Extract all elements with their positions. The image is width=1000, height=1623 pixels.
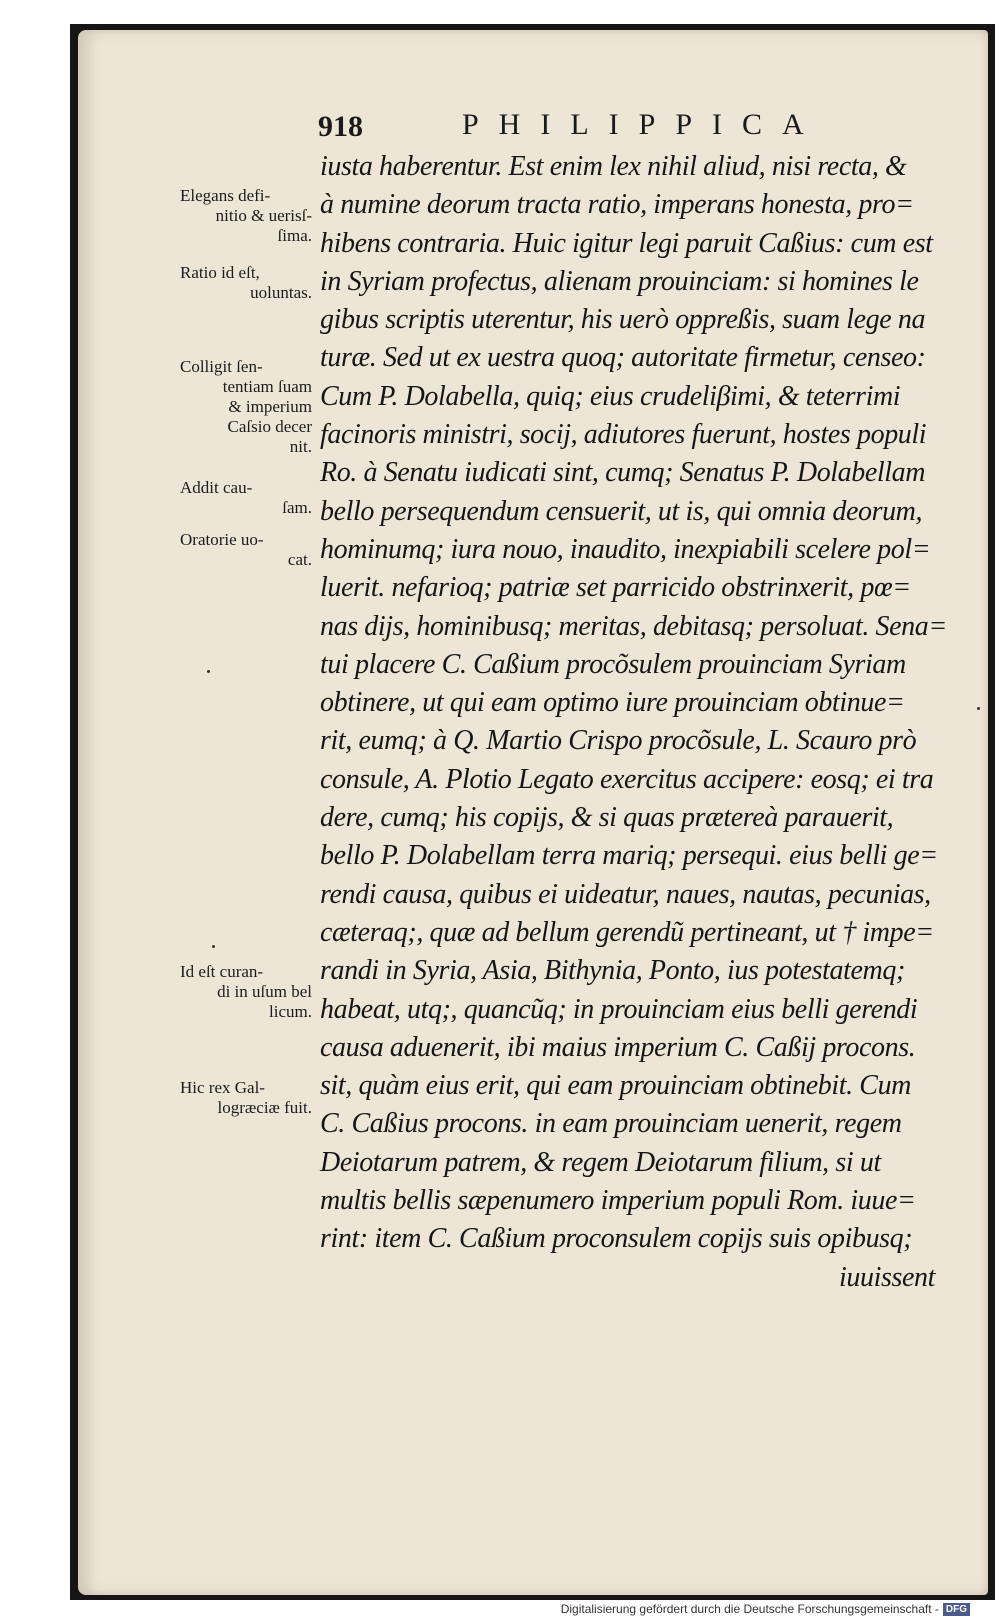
margin-note-line: Hic rex Gal- xyxy=(180,1078,265,1097)
ink-speck xyxy=(212,945,215,948)
margin-note-line: Colligit ſen- xyxy=(180,357,263,376)
page-number: 918 xyxy=(318,110,363,143)
margin-note-line: & imperium xyxy=(228,397,312,416)
margin-note-line: nitio & uerisſ- xyxy=(215,206,312,225)
margin-note-line: licum. xyxy=(269,1002,312,1021)
text-line: hominumq; iura nouo, inaudito, inexpiabili scelere pol= xyxy=(320,533,931,565)
margin-note-line: tentiam ſuam xyxy=(222,377,312,396)
text-line: habeat, utq;, quancũq; in prouinciam eius belli gerendi xyxy=(320,993,918,1025)
dfg-logo: DFG xyxy=(943,1603,970,1616)
text-line: turæ. Sed ut ex uestra quoq; autoritate firmetur, censeo: xyxy=(320,342,926,374)
text-line: bello P. Dolabellam terra mariq; persequi. eius belli ge= xyxy=(320,840,938,872)
margin-note xyxy=(180,962,312,1022)
text-line: in Syriam profectus, alienam prouinciam: si homines le xyxy=(320,265,919,297)
text-line: luerit. nefarioq; patriæ set parricido obstrinxerit, pœ= xyxy=(320,572,911,604)
margin-note xyxy=(180,357,312,457)
ink-speck xyxy=(977,707,980,710)
text-line: iusta haberentur. Est enim lex nihil aliud, nisi recta, & xyxy=(320,151,907,182)
text-line: Cum P. Dolabella, quiq; eius crudeliβimi, & teterrimi xyxy=(320,380,901,412)
margin-note-line: cat. xyxy=(287,550,312,569)
margin-note xyxy=(180,530,312,570)
margin-note-line: ſima. xyxy=(277,226,312,245)
text-line: sit, quàm eius erit, qui eam prouinciam obtinebit. Cum xyxy=(320,1070,911,1102)
text-line: rit, eumq; à Q. Martio Crispo procõsule, L. Scauro prò xyxy=(320,725,917,757)
body-text xyxy=(320,148,960,1297)
margin-note-line: Oratorie uo- xyxy=(180,530,264,549)
margin-note-line: nit. xyxy=(289,437,312,456)
ink-speck xyxy=(207,670,210,673)
catchword-line: iuuissent xyxy=(839,1261,935,1293)
margin-note-line: Ratio id eſt, xyxy=(180,263,260,282)
text-line: facinoris ministri, socij, adiutores fuerunt, hostes populi xyxy=(320,419,927,451)
margin-note xyxy=(180,1078,312,1118)
text-line: obtinere, ut qui eam optimo iure prouinciam obtinue= xyxy=(320,687,905,719)
running-head: PHILIPPICA xyxy=(462,108,824,141)
margin-note-line: Addit cau- xyxy=(180,478,253,497)
margin-note xyxy=(180,263,312,303)
margin-note-line: Id eſt curan- xyxy=(180,962,264,981)
footer-text: Digitalisierung gefördert durch die Deutsche Forschungsgemeinschaft - xyxy=(560,1602,939,1616)
text-line: multis bellis sæpenumero imperium populi Rom. iuue= xyxy=(320,1185,916,1217)
text-line: hibens contraria. Huic igitur legi paruit Caßius: cum est xyxy=(320,227,933,259)
text-line: Ro. à Senatu iudicati sint, cumq; Senatus P. Dolabellam xyxy=(320,457,926,489)
margin-note-line: ſam. xyxy=(282,498,312,517)
margin-note-line: Caſsio decer xyxy=(227,417,312,436)
text-line: dere, cumq; his copijs, & si quas prætereà parauerit, xyxy=(320,802,894,834)
text-line: causa aduenerit, ibi maius imperium C. Caßij procons. xyxy=(320,1031,916,1063)
text-line: cæteraq;, quæ ad bellum gerendũ pertineant, ut † impe= xyxy=(320,916,934,948)
text-line: randi in Syria, Asia, Bithynia, Ponto, ius potestatemq; xyxy=(320,955,905,987)
text-line: bello persequendum censuerit, ut is, qui omnia deorum, xyxy=(320,495,923,527)
margin-note xyxy=(180,186,312,246)
text-line: Deiotarum patrem, & regem Deiotarum filium, si ut xyxy=(320,1146,881,1178)
margin-note-line: uoluntas. xyxy=(250,283,312,302)
margin-note-line: Elegans defi- xyxy=(180,186,271,205)
text-line: à numine deorum tracta ratio, imperans honesta, pro= xyxy=(320,189,914,221)
text-line: rendi causa, quibus ei uideatur, naues, nautas, pecunias, xyxy=(320,878,931,910)
text-line: nas dijs, hominibusq; meritas, debitasq; persoluat. Sena= xyxy=(320,610,947,642)
text-line: rint: item C. Caßium proconsulem copijs suis opibusq; xyxy=(320,1223,913,1255)
margin-note xyxy=(180,478,312,518)
text-line: tui placere C. Caßium procõsulem prouinciam Syriam xyxy=(320,648,906,680)
text-line: consule, A. Plotio Legato exercitus accipere: eosq; ei tra xyxy=(320,763,934,795)
text-line: gibus scriptis uterentur, his uerò oppreßis, suam lege na xyxy=(320,304,926,336)
margin-note-line: logræciæ fuit. xyxy=(217,1098,312,1117)
text-line: C. Caßius procons. in eam prouinciam uenerit, regem xyxy=(320,1108,902,1140)
margin-note-line: di in uſum bel xyxy=(217,982,312,1001)
digitization-footer xyxy=(561,1599,970,1619)
